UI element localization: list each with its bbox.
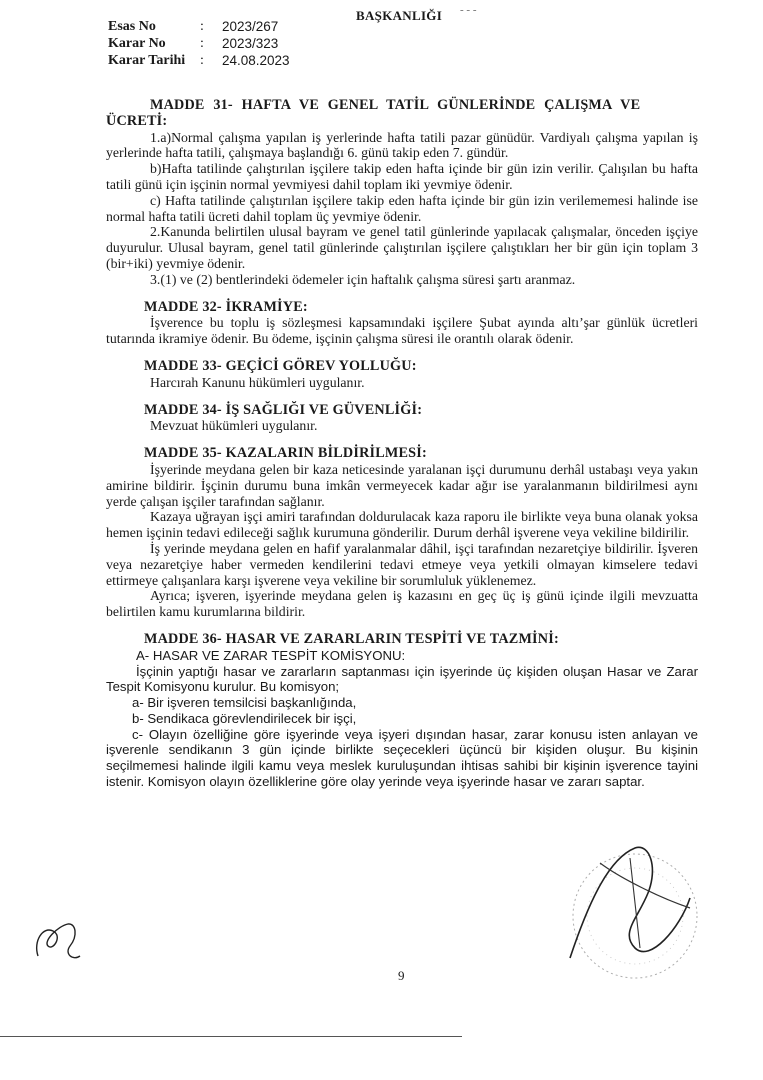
article-33-title: MADDE 33- GEÇİCİ GÖREV YOLLUĞU: — [144, 357, 417, 374]
article-35-paragraph: İşyerinde meydana gelen bir kaza neticesinde yaralanan işçi durumunu derhâl ustabaşı veya yakın amirine bildirir. İşçinin durumu buna imkân vermeyecek kadar ağır ise yaralanmanın bildirilmesi aynı yerde çalışan işçiler tarafından sağlanır. — [106, 461, 698, 509]
top-mark: - - - — [460, 4, 477, 16]
article-34-paragraph: Mevzuat hükümleri uygulanır. — [150, 418, 318, 434]
article-36-paragraph: İşçinin yaptığı hasar ve zararların saptanması için işyerinde üç kişiden oluşan Hasar ve Zarar Tespit Komisyonu kurulur. Bu komisyon; — [106, 663, 698, 695]
article-31-paragraph: c) Hafta tatilinde çalıştırılan işçilere takip eden hafta içinde bir gün izin verilememesi halinde ise normal hafta tatili ücreti dahil toplam üç yevmiye ödenir. — [106, 192, 698, 224]
article-31-paragraph: 3.(1) ve (2) bentlerindeki ödemeler için haftalık çalışma süresi şartı aranmaz. — [150, 271, 576, 287]
article-34-title: MADDE 34- İŞ SAĞLIĞI VE GÜVENLİĞİ: — [144, 401, 423, 418]
colon: : — [200, 19, 204, 34]
decision-number-label: Karar No — [108, 36, 166, 51]
article-36-item-c: c- Olayın özelliğine göre işyerinde veya işyeri dışından hasar, zarar konusu isten anlayan ve işverenle sendikanın 3 gün içinde birlikte seçecekleri üçüncü bir kişiden oluşur. Bu kişinin seçilmemesi halinde ilgili kamu veya meslek kuruluşundan ihtisas sahibi bir kişinin işverence tayini istenir. Komisyon olayın özelliklerine göre olay yerinde veya işyerinde hasar ve zararı saptar. — [106, 726, 698, 790]
article-32-title: MADDE 32- İKRAMİYE: — [144, 298, 308, 315]
colon: : — [200, 36, 204, 51]
case-number-value: 2023/267 — [222, 19, 279, 34]
decision-date-row — [108, 52, 290, 69]
article-31-title: MADDE 31- HAFTA VE GENEL TATİL GÜNLERİNDE ÇALIŞMA VE ÜCRETİ: — [106, 97, 641, 129]
article-33-paragraph: Harcırah Kanunu hükümleri uygulanır. — [150, 374, 365, 390]
decision-date-label: Karar Tarihi — [108, 53, 186, 68]
page-number: 9 — [398, 968, 405, 983]
colon: : — [200, 53, 204, 68]
article-35-paragraph: İş yerinde meydana gelen en hafif yaralanmalar dâhil, işçi tarafından nezaretçiye bildirilir. İşveren veya nezaretçiye haber vermeden kendilerini tedavi etmeye veya yetkili olmayan kimselere tedavi ettirmeye çalışanlara karşı işverene veya vekiline bir sorumluluk yüklenemez. — [106, 540, 698, 588]
article-36-item-a: a- Bir işveren temsilcisi başkanlığında, — [132, 695, 357, 711]
initials-signature — [28, 916, 88, 968]
case-number-row — [108, 18, 290, 35]
office-heading: BAŞKANLIĞI — [356, 8, 443, 23]
decision-date-value: 24.08.2023 — [222, 53, 290, 68]
article-32-paragraph: İşverence bu toplu iş sözleşmesi kapsamındaki işçilere Şubat ayında altı’şar günlük ücretleri tutarında ikramiye ödenir. Bu ödeme, işçinin çalışma süresi ile orantılı olarak ödenir. — [106, 315, 698, 347]
document-body — [106, 98, 698, 790]
article-35-paragraph: Ayrıca; işveren, işyerinde meydana gelen iş kazasını en geç üç iş günü içinde ilgili mevzuatta belirtilen kamu kurumlarına bildirir. — [106, 588, 698, 620]
article-35-title: MADDE 35- KAZALARIN BİLDİRİLMESİ: — [144, 445, 427, 462]
official-stamp-signature — [540, 838, 710, 998]
article-31-paragraph: 1.a)Normal çalışma yapılan iş yerlerinde hafta tatili pazar günüdür. Vardiyalı çalışma yapılan iş yerlerinde hafta tatili, çalışmaya başlandığı 6. günü takip eden 7. gündür. — [106, 129, 698, 161]
article-31-paragraph: b)Hafta tatilinde çalıştırılan işçilere takip eden hafta içinde bir gün izin verilir. Çalışılan bu hafta tatili günü için işçinin normal yevmiyesi dahil toplam iki yevmiye ödenir. — [106, 161, 698, 192]
article-36-subheading: A- HASAR VE ZARAR TESPİT KOMİSYONU: — [136, 647, 406, 663]
article-31-paragraph: 2.Kanunda belirtilen ulusal bayram ve genel tatil günlerinde yapılacak çalışmalar, önceden işçiye duyurulur. Ulusal bayram, genel tatil günlerinde çalıştırılan işçilere çalıştıkları her bir gün için toplam 3 (bir+iki) yevmiye ödenir. — [106, 224, 698, 271]
case-number-label: Esas No — [108, 19, 156, 34]
decision-number-value: 2023/323 — [222, 36, 279, 51]
case-header — [108, 18, 290, 69]
article-36-item-b: b- Sendikaca görevlendirilecek bir işçi, — [132, 710, 357, 726]
article-36-title: MADDE 36- HASAR VE ZARARLARIN TESPİTİ VE TAZMİNİ: — [144, 630, 559, 647]
decision-number-row — [108, 35, 290, 52]
article-35-paragraph: Kazaya uğrayan işçi amiri tarafından doldurulacak kaza raporu ile birlikte veya buna olanak yoksa hemen işçinin tedavi edileceği sağlık kurumuna gönderilir. Durum derhâl işverene veya vekiline bildirilir. — [106, 509, 698, 541]
footer-divider — [0, 1036, 462, 1037]
